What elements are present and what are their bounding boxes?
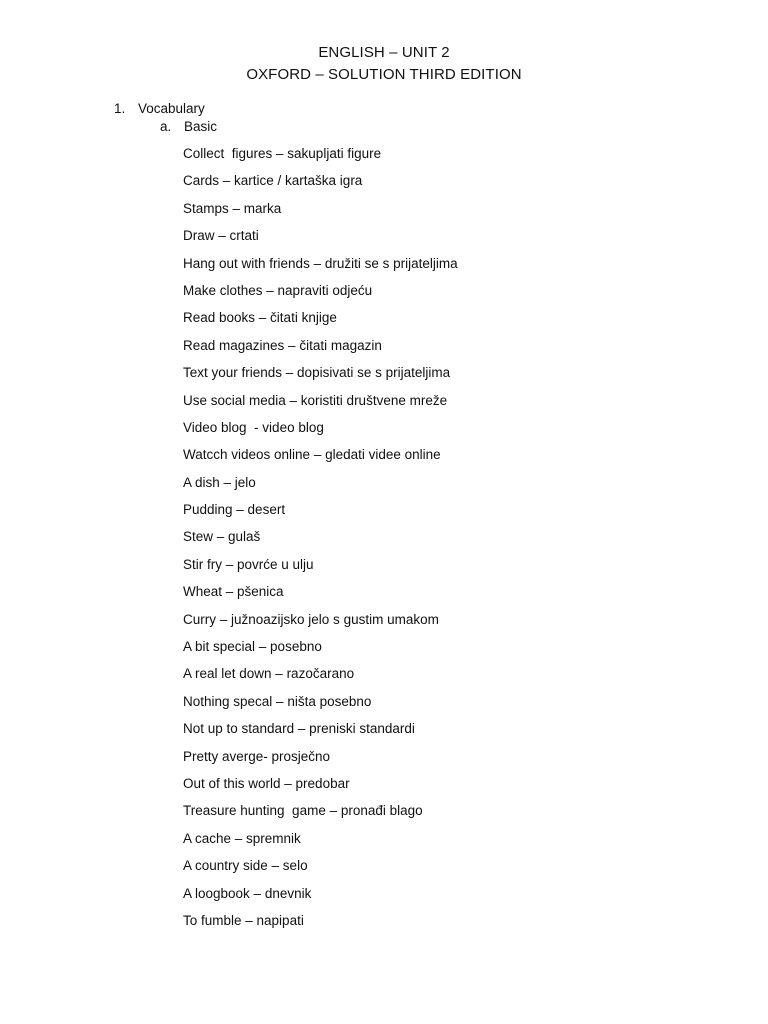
vocabulary-item: A bit special – posebno: [183, 639, 322, 655]
document-title: ENGLISH – UNIT 2: [318, 44, 450, 61]
vocabulary-item: Read magazines – čitati magazin: [183, 337, 382, 353]
vocabulary-item: Stamps – marka: [183, 200, 282, 216]
vocabulary-list: [183, 145, 458, 939]
vocabulary-item: Curry – južnoazijsko jelo s gustim umakom: [183, 611, 439, 627]
vocabulary-item: Read books – čitati knjige: [183, 310, 337, 326]
vocabulary-item: Watcch videos online – gledati videe online: [183, 447, 441, 463]
vocabulary-item: Make clothes – napraviti odjeću: [183, 282, 373, 298]
vocabulary-item: Nothing specal – ništa posebno: [183, 693, 372, 709]
vocabulary-item: A dish – jelo: [183, 474, 256, 490]
section-heading: Vocabulary: [138, 101, 205, 116]
vocabulary-item: Text your friends – dopisivati se s prijateljima: [183, 365, 451, 381]
vocabulary-item: Pudding – desert: [183, 502, 286, 518]
section-number: 1.: [114, 101, 126, 116]
vocabulary-item: A country side – selo: [183, 858, 308, 874]
vocabulary-item: Hang out with friends – družiti se s prijateljima: [183, 255, 458, 271]
document-subtitle: OXFORD – SOLUTION THIRD EDITION: [246, 66, 522, 83]
vocabulary-item: To fumble – napipati: [183, 912, 304, 928]
vocabulary-item: A loogbook – dnevnik: [183, 885, 312, 901]
vocabulary-item: A real let down – razočarano: [183, 666, 355, 682]
vocabulary-item: A cache – spremnik: [183, 830, 301, 846]
subsection-letter: a.: [160, 119, 172, 134]
vocabulary-item: Draw – crtati: [183, 228, 259, 244]
vocabulary-item: Wheat – pšenica: [183, 584, 284, 600]
vocabulary-item: Use social media – koristiti društvene mreže: [183, 392, 448, 408]
vocabulary-item: Cards – kartice / kartaška igra: [183, 173, 363, 189]
subsection-heading: Basic: [184, 119, 218, 134]
vocabulary-item: Out of this world – predobar: [183, 775, 350, 791]
vocabulary-item: Video blog - video blog: [183, 419, 324, 435]
vocabulary-item: Stir fry – povrće u ulju: [183, 556, 314, 572]
vocabulary-item: Treasure hunting game – pronađi blago: [183, 803, 423, 819]
vocabulary-item: Stew – gulaš: [183, 529, 261, 545]
vocabulary-item: Pretty averge- prosječno: [183, 748, 331, 764]
vocabulary-item: Not up to standard – preniski standardi: [183, 721, 415, 737]
vocabulary-item: Collect figures – sakupljati figure: [183, 146, 382, 161]
